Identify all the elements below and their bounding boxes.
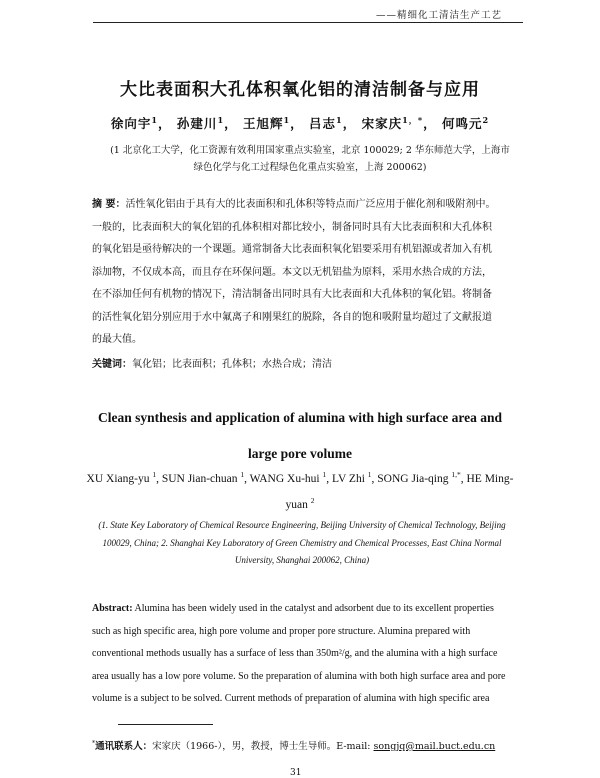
footnote: *通讯联系人：宋家庆（1966-），男，教授，博士生导师。E-mail: songjq@mail.buct.edu.cn xyxy=(92,739,496,752)
english-affiliation: (1. State Key Laboratory of Chemical Resource Engineering, Beijing University of Chemical Technology, Beijing 100029, China; 2. Shanghai Key Laboratory of Green Chemistry and Chemical Processes, East China Normal University, Shanghai 200062, China) xyxy=(98,520,506,565)
chinese-abstract: 摘 要：活性氧化铝由于具有大的比表面积和孔体积等特点而广泛应用于催化剂和吸附剂中。 一般的，比表面积大的氧化铝的孔体积相对都比较小，制备同时具有大比表面积和大孔体积 的氧化铝是亟待解决的一个课题。通常制备大比表面积氧化铝要采用有机铝源或者加入有机 添加物，不仅成本高，而且存在环保问题。本文以无机铝盐为原料，采用水热合成的方法， 在不添加任何有机物的情况下，清洁制备出同时具有大比表面和大孔体积的氧化铝。将制备 的活性氧化铝分别应用于水中氟离子和刚果红的脱除，各自的饱和吸附量均超过了文献报道 的最大值。 xyxy=(92,199,496,345)
english-authors: XU Xiang-yu $^1$, SUN Jian-chuan $^1$, WANG Xu-hui $^1$, LV Zhi $^1$, SONG Jia-qing $^{1,*}$, HE Ming-yuan $^2$ xyxy=(86,470,514,511)
email-link[interactable]: songjq@mail.buct.edu.cn xyxy=(373,741,496,752)
author: 何鸣元$^2$ xyxy=(441,114,490,131)
chinese-affiliation: (1 北京化工大学，化工资源有效利用国家重点实验室，北京 100029; 2 华东师范大学，上海市 绿色化学与化工过程绿色化重点实验室，上海 200062) xyxy=(110,145,510,173)
abstract-label-en: Abstract: xyxy=(92,603,133,614)
author: 吕志$^1$ xyxy=(309,114,343,131)
author: 徐向宇$^1$ xyxy=(110,114,159,131)
english-abstract: Abstract: Alumina has been widely used in the catalyst and adsorbent due to its excellent properties such as high specific area, high pore volume and proper pore structure. Alumina prepared with conventional methods usually has a surface of less than 350m²/g, and the alumina with a high surface area usually has a low pore volume. So the preparation of alumina with both high surface area and pore volume is a subject to be solved. Current methods of preparation of alumina with high specific area xyxy=(92,603,506,704)
chinese-authors: 徐向宇$^1$， 孙建川$^1$， 王旭辉$^1$， 吕志$^1$， 宋家庆$^{1,*}$， 何鸣元$^2$ xyxy=(110,114,490,131)
author: 王旭辉$^1$ xyxy=(242,114,291,131)
chinese-title: 大比表面积大孔体积氧化铝的清洁制备与应用 xyxy=(120,80,480,100)
author: 孙建川$^1$ xyxy=(176,114,225,131)
header-rule xyxy=(93,22,523,23)
chinese-keywords: 关键词：氧化铝；比表面积；孔体积；水热合成；清洁 xyxy=(92,359,332,370)
footnote-rule xyxy=(118,724,213,725)
abstract-label: 摘 要： xyxy=(92,199,126,210)
english-title: Clean synthesis and application of alumina with high surface area and large pore volume xyxy=(97,410,503,461)
page-number: 31 xyxy=(290,768,302,778)
author: 宋家庆$^{1,*}$ xyxy=(361,114,424,131)
keywords-label: 关键词： xyxy=(92,359,132,370)
running-header: ——精细化工清洁生产工艺 xyxy=(375,10,502,21)
